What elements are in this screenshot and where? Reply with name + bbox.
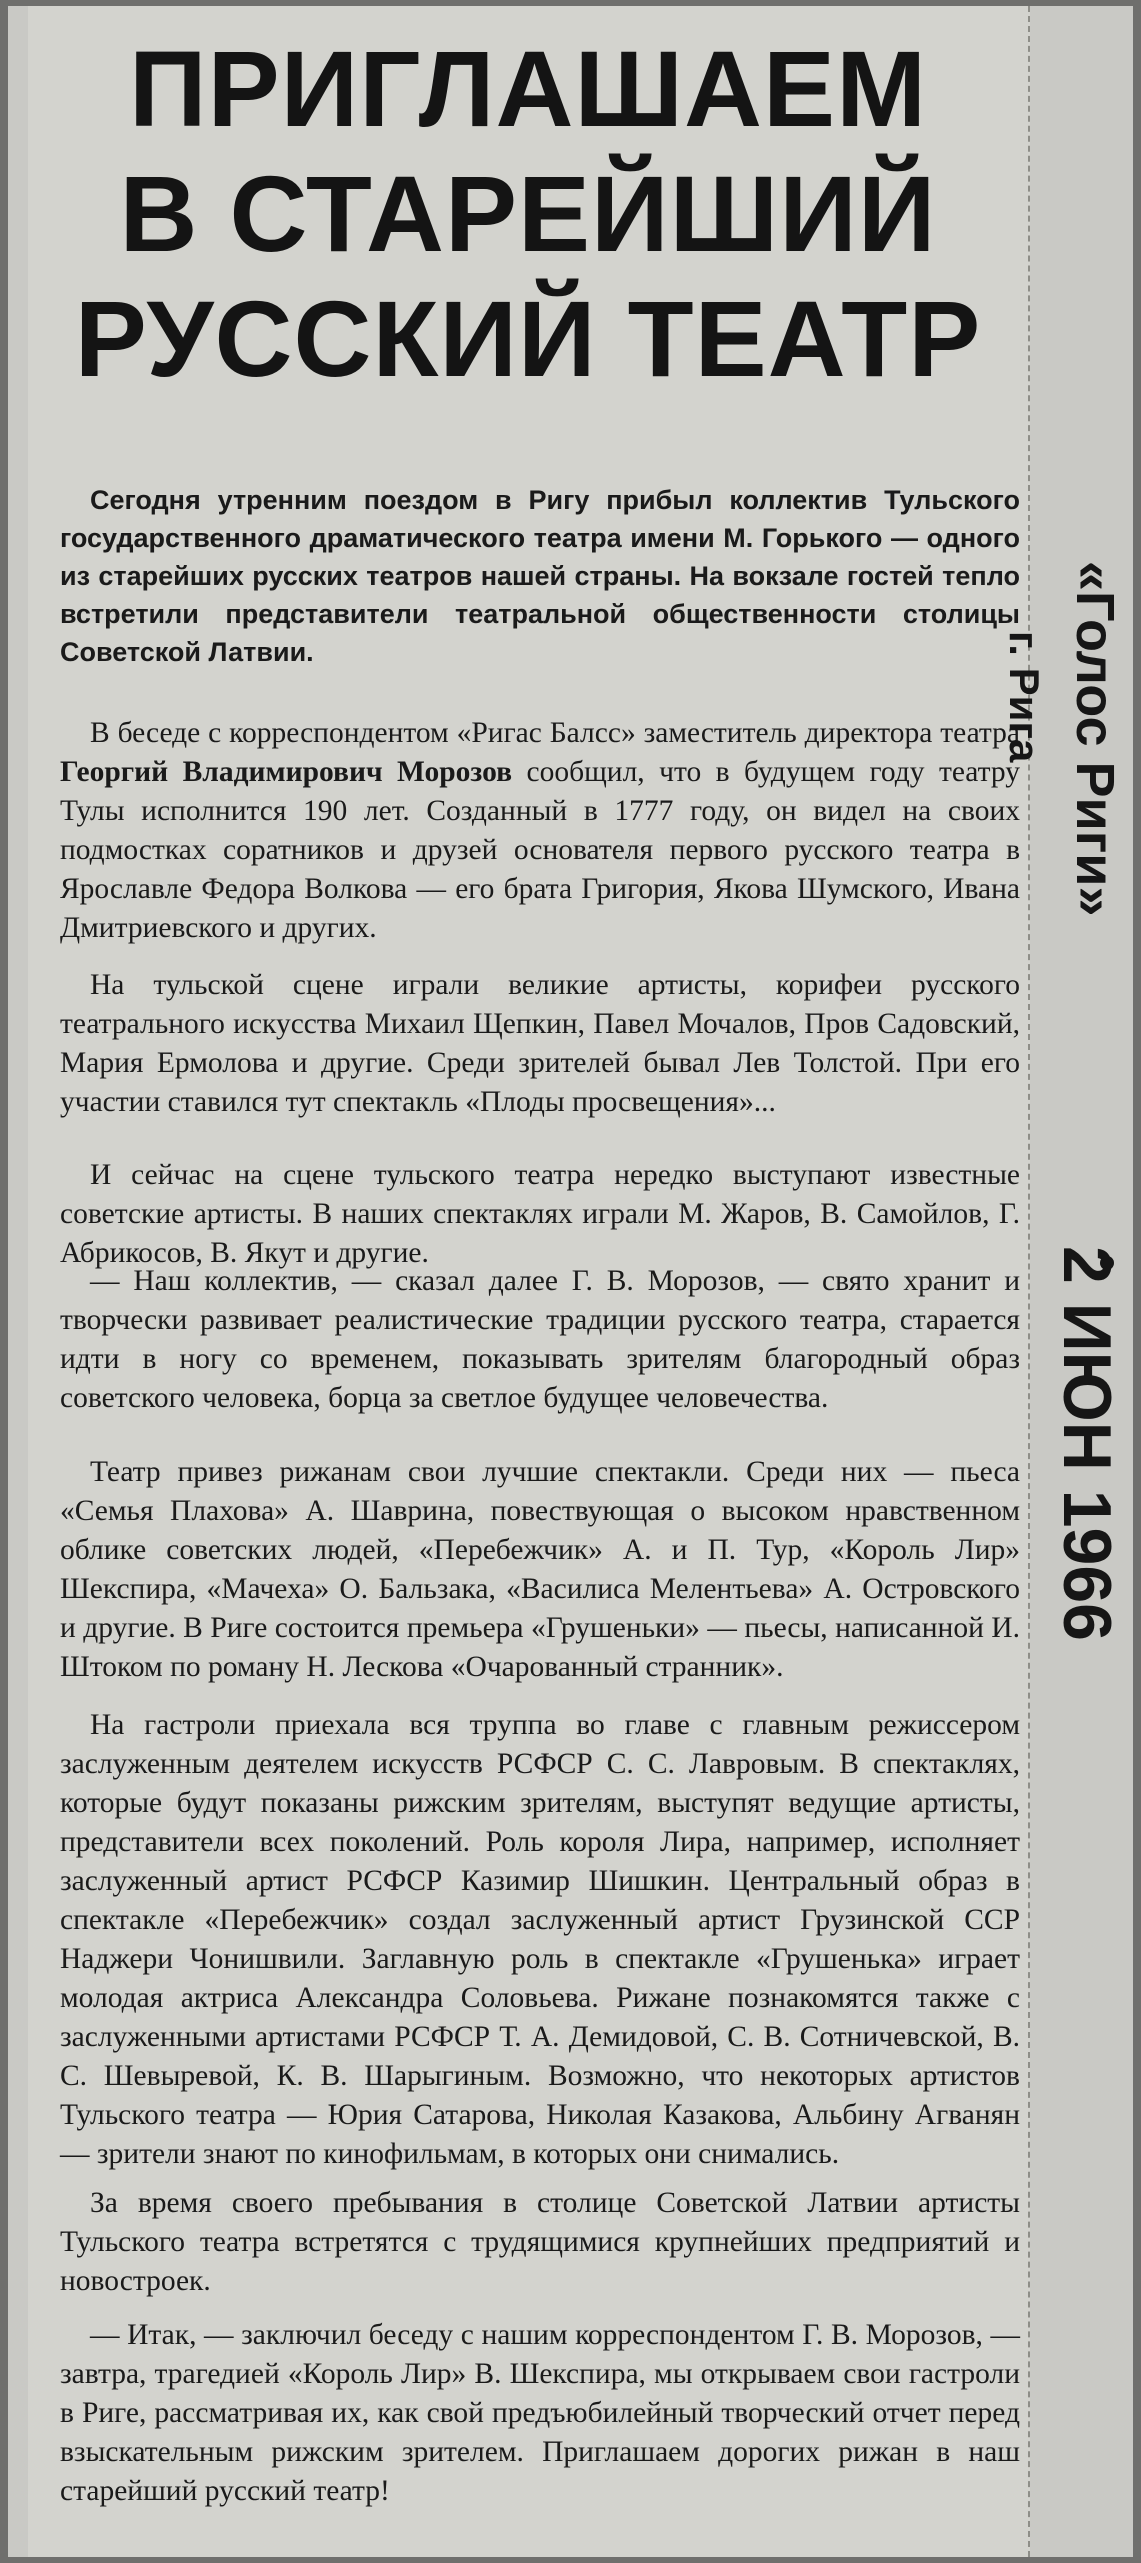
body-paragraph: — Наш коллектив, — сказал далее Г. В. Морозов, — свято хранит и творчески развивает реалистические традиции русского театра, старается идти в ногу со временем, показывать зрителям благородный образ советского человека, борца за светлое будущее человечества. — [60, 1265, 1020, 1414]
article-headline — [28, 26, 1028, 401]
handwritten-city: г. Рига — [1001, 631, 1048, 763]
headline-line: В СТАРЕЙШИЙ — [119, 153, 937, 274]
paragraph-text: сообщил, что в будущем году театру Тулы исполнится 190 лет. Созданный в 1777 году, он видел на своих подмостках соратников и друзей основателя первого русского театра в Ярославле Федора Волкова — его брата Григория, Якова Шумского, Ивана Дмитриевского и других. — [60, 756, 1020, 944]
handwritten-paper-name: «Голос Риги» — [1065, 561, 1125, 917]
headline-line: РУССКИЙ ТЕАТР — [74, 278, 982, 399]
lead-paragraph: Сегодня утренним поездом в Ригу прибыл коллектив Тульского государственного драматического театра имени М. Горького — одного из старейших русских театров нашей страны. На вокзале гостей тепло встретили представители театральной общественности столицы Советской Латвии. — [60, 485, 1020, 667]
person-name: Георгий Владимирович Морозов — [60, 756, 513, 788]
body-paragraph: И сейчас на сцене тульского театра нередко выступают известные советские артисты. В наших спектаклях играли М. Жаров, В. Самойлов, Г. Абрикосов, В. Якут и другие. — [60, 1159, 1020, 1269]
paragraph-text: В беседе с корреспондентом «Ригас Балсс» заместитель директора театра — [90, 717, 1020, 749]
body-paragraph: На тульской сцене играли великие артисты, корифеи русского театрального искусства Михаил Щепкин, Павел Мочалов, Пров Садовский, Мария Ермолова и другие. Среди зрителей бывал Лев Толстой. При его участии ставился тут спектакль «Плоды просвещения»... — [60, 969, 1020, 1118]
date-stamp: 2 ИЮН 1966 — [1049, 1246, 1125, 1641]
body-paragraph: — Итак, — заключил беседу с нашим корреспондентом Г. В. Морозов, — завтра, трагедией «Король Лир» В. Шекспира, мы открываем свои гастроли в Риге, рассматривая их, как свой предъюбилейный творческий отчет перед взыскательным рижским зрителем. Приглашаем дорогих рижан в наш старейший русский театр! — [60, 2319, 1020, 2507]
page-background — [8, 6, 1133, 2557]
headline-line: ПРИГЛАШАЕМ — [128, 28, 928, 149]
body-paragraph — [60, 714, 1020, 948]
body-paragraph: На гастроли приехала вся труппа во главе с главным режиссером заслуженным деятелем искусств РСФСР С. С. Лавровым. В спектаклях, которые будут показаны рижским зрителям, выступят ведущие артисты, представители всех поколений. Роль короля Лира, например, исполняет заслуженный артист РСФСР Казимир Шишкин. Центральный образ в спектакле «Перебежчик» создал заслуженный артист Грузинской ССР Наджери Чонишвили. Заглавную роль в спектакле «Грушенька» играет молодая актриса Александра Соловьева. Рижане познакомятся также с заслуженными артистами РСФСР Т. А. Демидовой, С. В. Сотничевской, В. С. Шевыревой, К. В. Шарыгиным. Возможно, что некоторых артистов Тульского театра — Юрия Сатарова, Николая Казакова, Альбину Агванян — зрители знают по кинофильмам, в которых они снимались. — [60, 1709, 1020, 2170]
newspaper-clipping — [28, 6, 1030, 2557]
body-paragraph: Театр привез рижанам свои лучшие спектакли. Среди них — пьеса «Семья Плахова» А. Шаврина, повествующая о высоком нравственном облике советских людей, «Перебежчик» А. и П. Тур, «Король Лир» Шекспира, «Мачеха» О. Бальзака, «Василиса Мелентьева» А. Островского и другие. В Риге состоится премьера «Грушеньки» — пьесы, написанной И. Штоком по роману Н. Лескова «Очарованный странник». — [60, 1456, 1020, 1683]
body-paragraph: За время своего пребывания в столице Советской Латвии артисты Тульского театра встретятся с трудящимися крупнейших предприятий и новостроек. — [60, 2187, 1020, 2297]
